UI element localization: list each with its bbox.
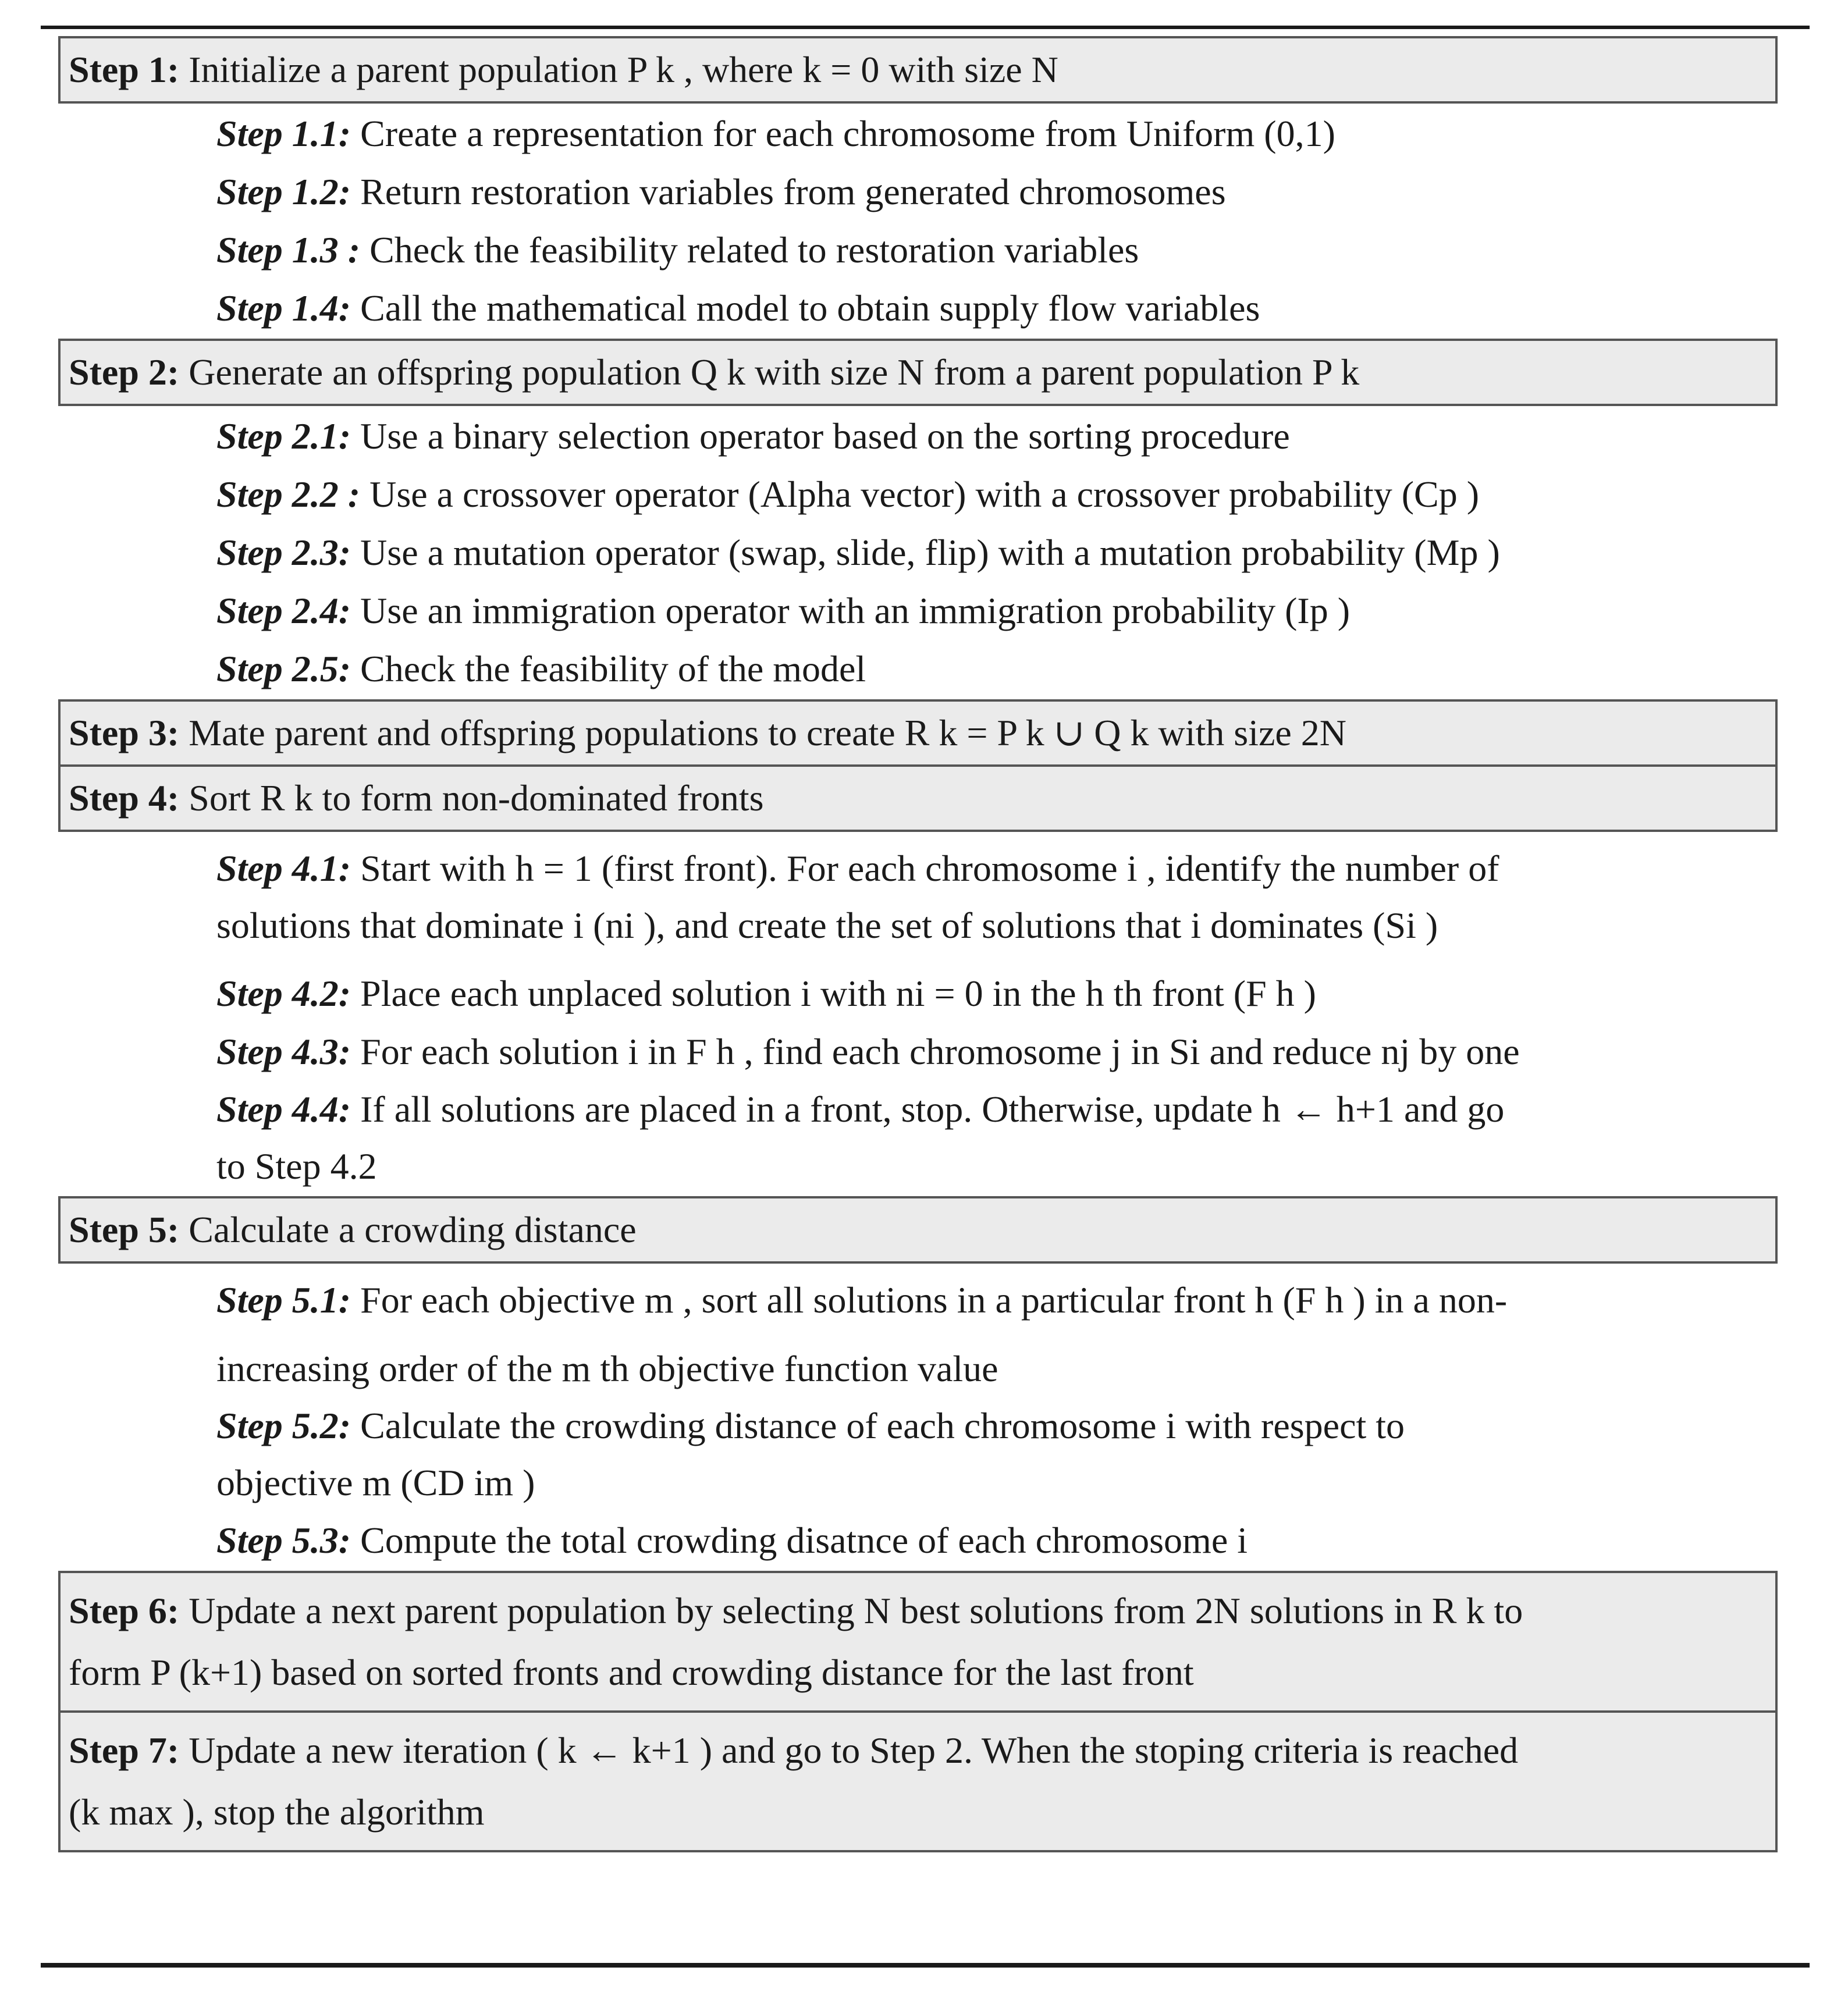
substep-4-4-continued	[216, 1138, 1778, 1195]
substep-label: Step 2.1:	[216, 415, 351, 457]
step-5-row	[58, 1196, 1778, 1264]
substep-1-2	[216, 163, 1778, 221]
substep-text: Check the feasibility of the model	[360, 648, 866, 689]
substep-label: Step 5.2:	[216, 1405, 351, 1446]
substep-1-4	[216, 279, 1778, 337]
substep-text-continued: solutions that dominate i (ni ), and create the set of solutions that i dominates (Si )	[216, 905, 1438, 946]
substep-4-3	[216, 1023, 1778, 1081]
step-text: Sort R k to form non-dominated fronts	[189, 777, 764, 819]
step-text-continued: (k max ), stop the algorithm	[69, 1791, 485, 1833]
substep-text: Use a binary selection operator based on the sorting procedure	[360, 415, 1290, 457]
substep-label: Step 5.1:	[216, 1279, 351, 1321]
step-1-substeps	[58, 104, 1778, 339]
step-text: Update a next parent population by selecting N best solutions from 2N solutions in R k to	[189, 1590, 1523, 1631]
substep-text: Call the mathematical model to obtain supply flow variables	[360, 287, 1260, 329]
substep-text-continued: increasing order of the m th objective function value	[216, 1348, 998, 1389]
substep-text-continued: to Step 4.2	[216, 1146, 377, 1187]
step-2-row	[58, 339, 1778, 406]
substep-text: Calculate the crowding distance of each chromosome i with respect to	[360, 1405, 1405, 1446]
substep-4-1-continued	[216, 897, 1778, 954]
step-text: Update a new iteration ( k ← k+1 ) and go to Step 2. When the stoping criteria is reached	[189, 1730, 1519, 1771]
substep-label: Step 2.2 :	[216, 474, 361, 515]
step-6-line-1	[69, 1580, 1767, 1642]
step-label: Step 1:	[69, 49, 180, 90]
substep-text: Return restoration variables from generated chromosomes	[360, 171, 1226, 212]
substep-2-2	[216, 465, 1778, 524]
step-text-continued: form P (k+1) based on sorted fronts and crowding distance for the last front	[69, 1652, 1194, 1693]
step-7-row	[58, 1713, 1778, 1852]
step-4-row	[58, 767, 1778, 832]
substep-label: Step 2.5:	[216, 648, 351, 689]
substep-text: For each solution i in F h , find each chromosome j in Si and reduce nj by one	[360, 1031, 1520, 1072]
substep-label: Step 1.1:	[216, 113, 351, 154]
substep-label: Step 4.2:	[216, 973, 351, 1014]
substep-5-3	[216, 1511, 1778, 1570]
substep-text: Compute the total crowding disatnce of each chromosome i	[360, 1520, 1248, 1561]
substep-label: Step 2.3:	[216, 532, 351, 573]
substep-5-1-continued	[216, 1340, 1778, 1397]
substep-5-1	[216, 1272, 1778, 1329]
substep-label: Step 5.3:	[216, 1520, 351, 1561]
substep-text: For each objective m , sort all solutions in a particular front h (F h ) in a non-	[360, 1279, 1508, 1321]
bottom-rule	[41, 1963, 1810, 1968]
substep-5-2-continued	[216, 1454, 1778, 1511]
step-7-line-2	[69, 1781, 1767, 1843]
substep-label: Step 4.1:	[216, 848, 351, 889]
substep-4-2	[216, 965, 1778, 1023]
step-label: Step 5:	[69, 1209, 180, 1250]
step-text: Initialize a parent population P k , where k = 0 with size N	[189, 49, 1058, 90]
step-4-substeps	[58, 832, 1778, 1196]
substep-4-1	[216, 840, 1778, 897]
substep-4-4	[216, 1081, 1778, 1138]
substep-5-2	[216, 1397, 1778, 1454]
step-2-substeps	[58, 406, 1778, 699]
step-3-row	[58, 699, 1778, 767]
step-1-row	[58, 36, 1778, 104]
algorithm-steps-table	[58, 36, 1778, 1852]
substep-text: Use a crossover operator (Alpha vector) with a crossover probability (Cp )	[369, 474, 1480, 515]
substep-label: Step 4.3:	[216, 1031, 351, 1072]
step-label: Step 2:	[69, 351, 180, 393]
step-text: Mate parent and offspring populations to create R k = P k ∪ Q k with size 2N	[189, 712, 1346, 753]
substep-label: Step 1.2:	[216, 171, 351, 212]
substep-text: Use a mutation operator (swap, slide, flip) with a mutation probability (Mp )	[360, 532, 1500, 573]
substep-label: Step 1.4:	[216, 287, 351, 329]
substep-1-1	[216, 105, 1778, 163]
step-6-row	[58, 1571, 1778, 1713]
step-label: Step 4:	[69, 777, 180, 819]
substep-label: Step 1.3 :	[216, 229, 361, 271]
step-label: Step 6:	[69, 1590, 180, 1631]
substep-2-4	[216, 582, 1778, 640]
step-label: Step 7:	[69, 1730, 180, 1771]
substep-label: Step 4.4:	[216, 1089, 351, 1130]
substep-2-3	[216, 524, 1778, 582]
substep-text: Check the feasibility related to restoration variables	[369, 229, 1139, 271]
step-7-line-1	[69, 1720, 1767, 1781]
step-6-line-2	[69, 1642, 1767, 1703]
substep-2-1	[216, 407, 1778, 465]
substep-1-3	[216, 221, 1778, 279]
substep-text: Create a representation for each chromosome from Uniform (0,1)	[360, 113, 1335, 154]
step-text: Generate an offspring population Q k with size N from a parent population P k	[189, 351, 1360, 393]
substep-text: Start with h = 1 (first front). For each chromosome i , identify the number of	[360, 848, 1499, 889]
step-label: Step 3:	[69, 712, 180, 753]
substep-text-continued: objective m (CD im )	[216, 1462, 535, 1503]
top-rule	[41, 26, 1810, 29]
substep-text: Place each unplaced solution i with ni = 0 in the h th front (F h )	[360, 973, 1316, 1014]
substep-label: Step 2.4:	[216, 590, 351, 631]
step-5-substeps	[58, 1264, 1778, 1571]
step-text: Calculate a crowding distance	[189, 1209, 637, 1250]
substep-text: If all solutions are placed in a front, stop. Otherwise, update h ← h+1 and go	[360, 1089, 1505, 1130]
substep-text: Use an immigration operator with an immigration probability (Ip )	[360, 590, 1351, 631]
substep-2-5	[216, 640, 1778, 698]
